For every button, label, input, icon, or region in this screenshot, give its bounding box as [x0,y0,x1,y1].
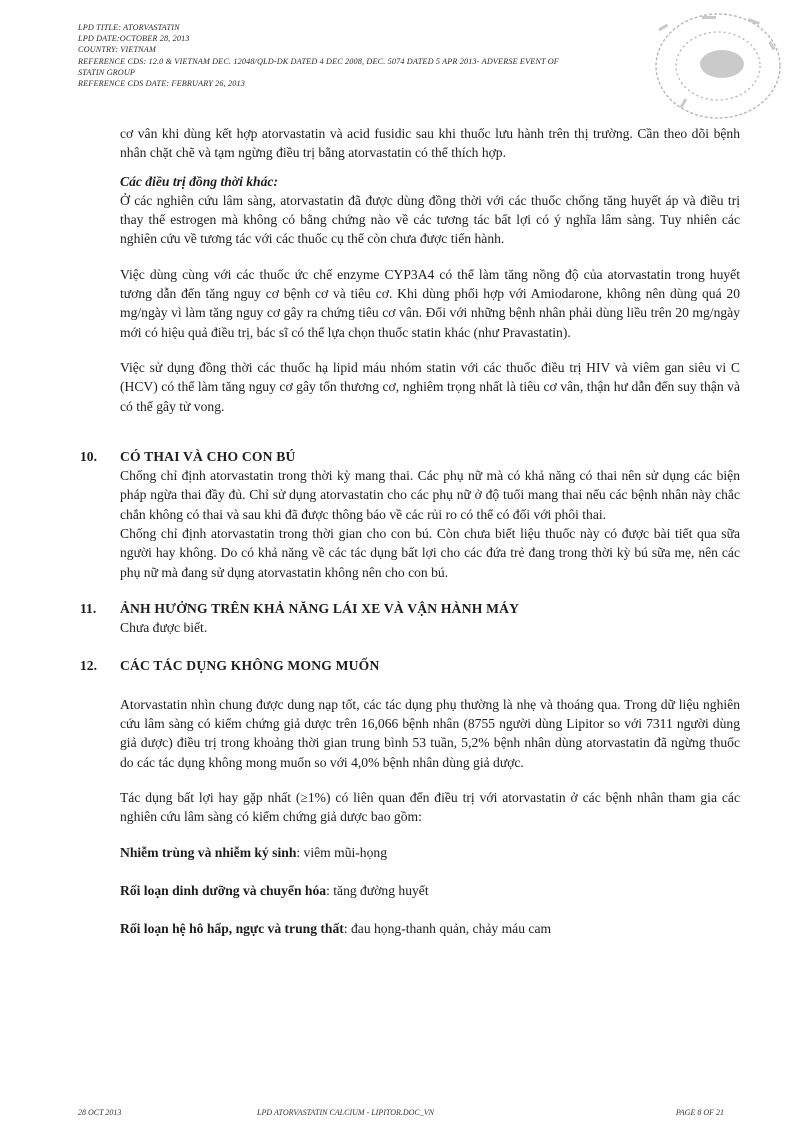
adverse-effect-term: Nhiễm trùng và nhiễm ký sinh [120,844,297,860]
section-11 [80,599,740,618]
adverse-effect-term: Rối loạn hệ hô hấp, ngực và trung thất [120,921,344,937]
footer-page-number: PAGE 8 OF 21 [675,1108,724,1117]
paragraph-hiv: Việc sử dụng đồng thời các thuốc hạ lipid máu nhóm statin với các thuốc điều trị HIV và viêm gan siêu vi C (HCV) có thể làm tăng nguy cơ gây tổn thương cơ, nghiêm trọng nhất là tiêu cơ vân, thận hư dẫn đến suy thận và có thể gây tử vong. [120,359,740,414]
footer-date: 28 OCT 2013 [78,1108,122,1117]
document-body [80,124,740,939]
section-12-paragraph-2: Tác dụng bất lợi hay gặp nhất (≥1%) có liên quan đến điều trị với atorvastatin ở các bệnh nhân tham gia các nghiên cứu lâm sàng có kiểm chứng giả dược bao gồm: [120,790,740,825]
section-12-paragraph-1: Atorvastatin nhìn chung được dung nạp tốt, các tác dụng phụ thường là nhẹ và thoáng qua. Trong dữ liệu nghiên cứu lâm sàng có kiểm chứng giả dược trên 16,066 bệnh nhân (8755 người dùng Lipitor so với 7311 người dùng giả dược) điều trị trong khoảng thời gian trung bình 53 tuần, 5,2% bệnh nhân dùng atorvastatin đã ngừng thuốc do các tác dụng không mong muốn so với 4,0% bệnh nhân dùng giả dược. [120,696,740,770]
header-country: COUNTRY: VIETNAM [78,45,156,55]
paragraph-continued: cơ vân khi dùng kết hợp atorvastatin và acid fusidic sau khi thuốc lưu hành trên thị trường. Cần theo dõi bệnh nhân chặt chẽ và tạm ngừng điều trị bằng atorvastatin có thể thích hợp. [120,126,740,161]
header-reference-date: REFERENCE CDS DATE: FEBRUARY 26, 2013 [78,79,246,89]
header-reference: REFERENCE CDS: 12.0 & VIETNAM DEC. 12048/QLD-DK DATED 4 DEC 2008, DEC. 5074 DATED 5 APR 2013- ADVERSE EVENT OF [78,56,559,66]
section-title: CÓ THAI VÀ CHO CON BÚ [120,448,296,464]
adverse-effect-item [120,843,740,862]
adverse-effect-term: Rối loạn dinh dưỡng và chuyển hóa [120,882,327,898]
section-12 [80,656,740,675]
section-number: 11. [80,600,97,616]
header-reference-cont: STATIN GROUP [78,67,136,77]
header-title: LPD TITLE: ATORVASTATIN [78,23,180,32]
adverse-effect-item [120,919,740,938]
section-10 [80,447,740,466]
section-number: 10. [80,448,97,464]
document-header [78,22,718,89]
adverse-effect-item [120,881,740,900]
section-10-paragraph-1: Chống chỉ định atorvastatin trong thời kỳ mang thai. Các phụ nữ mà có khả năng có thai nên sử dụng các biện pháp ngừa thai đầy đủ. Chỉ sử dụng atorvastatin cho các phụ nữ ở độ tuổi mang thai nếu các bệnh nhân này chắc chắn không có thai và sau khi đã được thông báo về các rủi ro có thể có đối với phôi thai. [120,468,740,522]
paragraph-concurrent: Ở các nghiên cứu lâm sàng, atorvastatin đã được dùng đồng thời với các thuốc chống tăng huyết áp và điều trị thay thế estrogen mà không có bằng chứng nào về các tương tác bất lợi có ý nghĩa lâm sàng. Tuy nhiên các nghiên cứu về tương tác với các thuốc cụ thể còn chưa được tiến hành. [120,192,740,247]
section-title: CÁC TÁC DỤNG KHÔNG MONG MUỐN [120,657,380,673]
paragraph-cyp3a4: Việc dùng cùng với các thuốc ức chế enzyme CYP3A4 có thể làm tăng nồng độ của atorvastatin trong huyết tương dẫn đến tăng nguy cơ bệnh cơ và tiêu cơ. Khi dùng phối hợp với Amiodarone, không nên dùng quá 20 mg/ngày vì làm tăng nguy cơ gây ra chứng tiêu cơ vân. Đối với những bệnh nhân phải dùng liều trên 20 mg/ngày mới có hiệu quả điều trị, bác sĩ có thể lựa chọn thuốc statin khác (như Pravastatin). [120,266,740,340]
adverse-effect-desc: : viêm mũi-họng [296,844,387,860]
footer-document-name: LPD ATORVASTATIN CALCIUM - LIPITOR.DOC_VN [257,1108,434,1117]
section-title: ẢNH HƯỞNG TRÊN KHẢ NĂNG LÁI XE VÀ VẬN HÀNH MÁY [120,600,520,616]
subheading-concurrent-treatments: Các điều trị đồng thời khác: [120,173,278,189]
header-date: LPD DATE:OCTOBER 28, 2013 [78,34,190,44]
adverse-effect-desc: : đau họng-thanh quản, chảy máu cam [343,921,552,937]
section-10-paragraph-2: Chống chỉ định atorvastatin trong thời gian cho con bú. Còn chưa biết liệu thuốc này có được bài tiết qua sữa người hay không. Do có khả năng về các tác dụng bất lợi cho các đứa trẻ đang trong thời kỳ bú sữa mẹ, nên các phụ nữ mà đang sử dụng atorvastatin không nên cho con bú. [120,526,740,580]
adverse-effect-desc: : tăng đường huyết [326,882,429,898]
section-11-paragraph: Chưa được biết. [120,620,208,636]
section-number: 12. [80,657,97,673]
